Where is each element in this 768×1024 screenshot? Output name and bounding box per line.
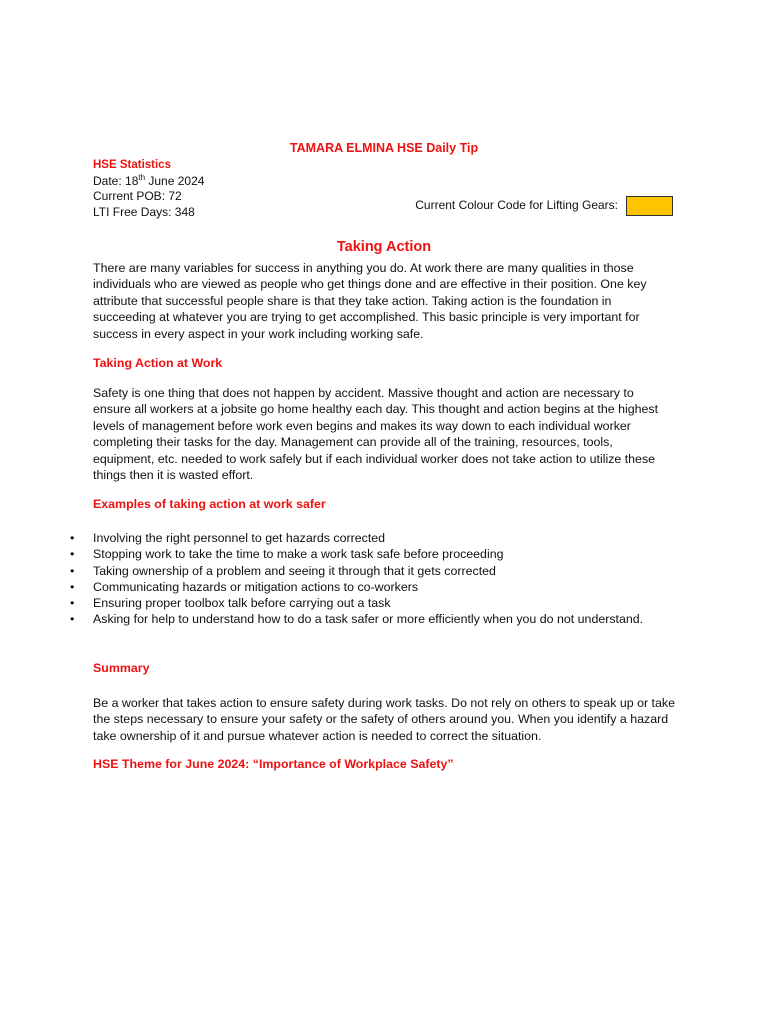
list-item [70,563,675,579]
bullet-icon: • [70,596,75,611]
colour-code-label: Current Colour Code for Lifting Gears: [415,197,618,212]
section-heading-summary: Summary [93,661,150,675]
list-item [70,546,675,562]
list-item [70,530,675,546]
list-item [70,611,675,627]
list-item-text: Ensuring proper toolbox talk before carrying out a task [93,596,391,611]
list-item-text: Taking ownership of a problem and seeing it through that it gets corrected [93,563,496,578]
list-item-text: Communicating hazards or mitigation actions to co-workers [93,579,419,594]
colour-code [415,196,673,216]
stats-date-prefix: Date: 18 [93,173,139,188]
list-item-text: Stopping work to take the time to make a work task safe before proceeding [93,547,504,562]
section-heading-examples: Examples of taking action at work safer [93,497,326,511]
bullet-icon: • [70,531,75,545]
section-work-paragraph: Safety is one thing that does not happen by accident. Massive thought and action are necessary to ensure all workers at a jobsite go home healthy each day. This thought and action begins at the highest levels of management before work even begins and makes its way down to each individual worker completing their tasks for the day. Management can provide all of the training, resources, tools, equipment, etc. needed to work safely but if each individual worker does not take action to utilize these things then it is wasted effort. [93,386,659,483]
intro-paragraph: There are many variables for success in anything you do. At work there are many qualities in those individuals who are viewed as people who get things done and are effective in their position. One key attribute that successful people share is that they take action. Taking action is the foundation in succeeding at whatever you are trying to get accomplished. This basic principle is very important for success in every aspect in your work including working safe. [93,261,647,341]
stats-lti: LTI Free Days: 348 [93,204,195,219]
stats-date-sup: th [138,172,146,182]
list-item [70,595,675,611]
document-title: TAMARA ELMINA HSE Daily Tip [289,141,479,155]
theme-line: HSE Theme for June 2024: “Importance of Workplace Safety” [93,757,454,771]
bullet-icon: • [70,579,75,594]
bullet-icon: • [70,612,75,627]
stats-date-suffix: June 2024 [145,173,205,188]
hse-statistics [93,158,673,220]
main-title: Taking Action [336,239,432,255]
list-item [70,579,675,595]
stats-date [93,174,673,190]
colour-code-swatch [626,196,673,216]
stats-pob: Current POB: 72 [93,189,182,203]
list-item-text: Asking for help to understand how to do a task safer or more efficiently when you do not understand. [93,612,644,627]
summary-paragraph: Be a worker that takes action to ensure safety during work tasks. Do not rely on others to speak up or take the steps necessary to ensure your safety or the safety of others around you. When you identify a hazard take ownership of it and pursue whatever action is needed to correct the situation. [93,696,675,743]
bullet-icon: • [70,547,75,562]
stats-lti-row [93,197,673,221]
bullet-icon: • [70,563,75,578]
examples-list [70,530,675,628]
section-heading-work: Taking Action at Work [93,356,223,370]
hse-statistics-heading: HSE Statistics [93,159,171,171]
list-item-text: Involving the right personnel to get hazards corrected [93,531,386,545]
